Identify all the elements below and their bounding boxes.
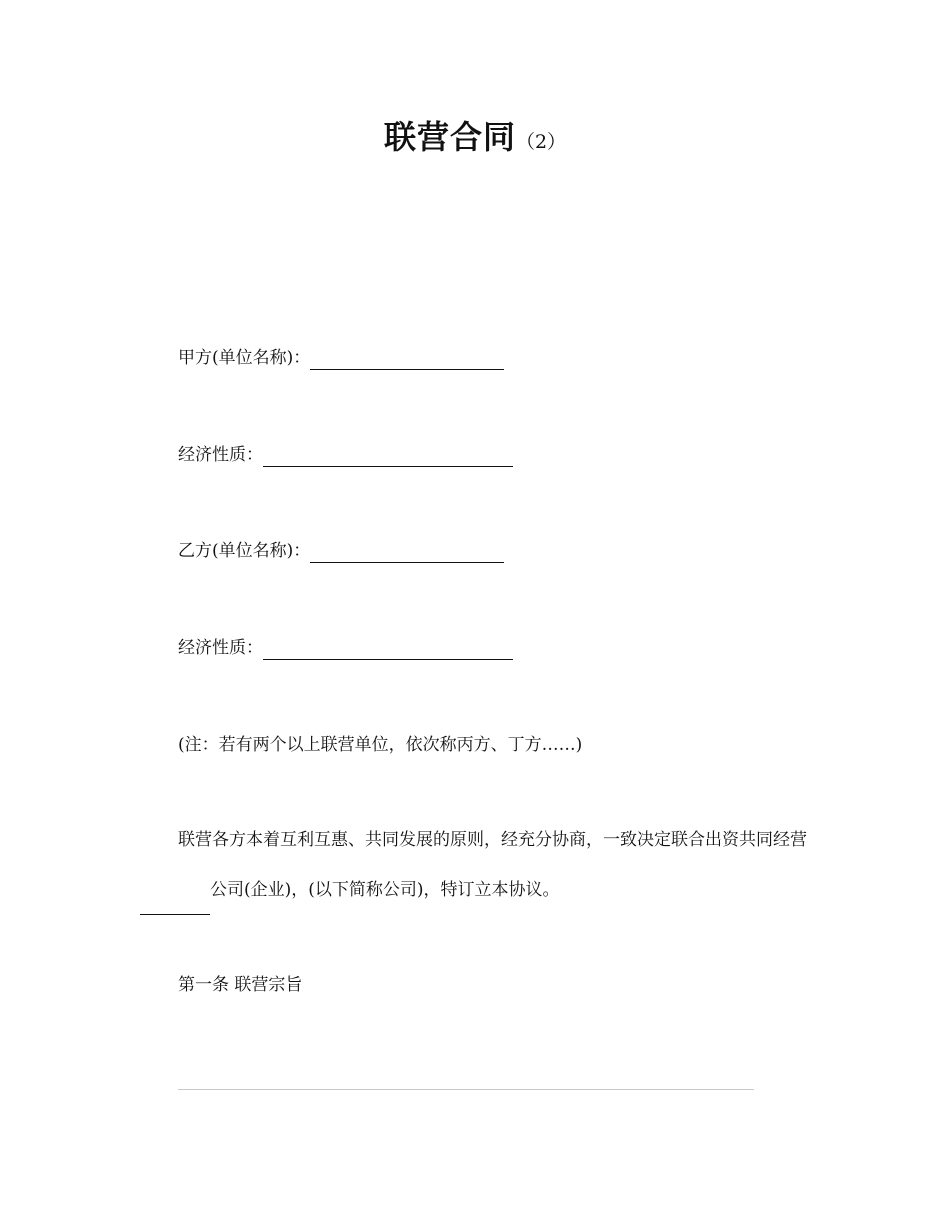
intro-text-part1: 联营各方本着互利互惠、共同发展的原则，经充分协商，一致决定联合出资共同经营 (178, 830, 807, 850)
party-b-name-blank[interactable] (310, 542, 504, 563)
party-a-nature-blank[interactable] (263, 446, 513, 467)
footer-divider (178, 1089, 754, 1090)
party-a-nature-label: 经济性质： (178, 445, 263, 465)
intro-paragraph (140, 815, 820, 915)
intro-text-part2: 公司(企业)，(以下简称公司)，特订立本协议。 (210, 880, 560, 900)
document-title (0, 112, 950, 158)
party-b-nature-field (178, 636, 513, 660)
party-a-nature-field (178, 443, 513, 467)
party-b-nature-blank[interactable] (263, 639, 513, 660)
title-text: 联营合同 (383, 118, 516, 156)
party-b-name-label: 乙方(单位名称)： (178, 541, 311, 561)
note-text: (注：若有两个以上联营单位，依次称丙方、丁方……) (178, 735, 583, 755)
party-a-name-field (178, 346, 504, 370)
party-b-nature-label: 经济性质： (178, 638, 263, 658)
party-a-name-label: 甲方(单位名称)： (178, 348, 311, 368)
title-suffix: （2） (515, 131, 567, 153)
article-1-heading: 第一条 联营宗旨 (178, 975, 303, 995)
party-b-name-field (178, 539, 504, 563)
party-a-name-blank[interactable] (310, 349, 504, 370)
company-name-blank[interactable] (140, 896, 210, 915)
